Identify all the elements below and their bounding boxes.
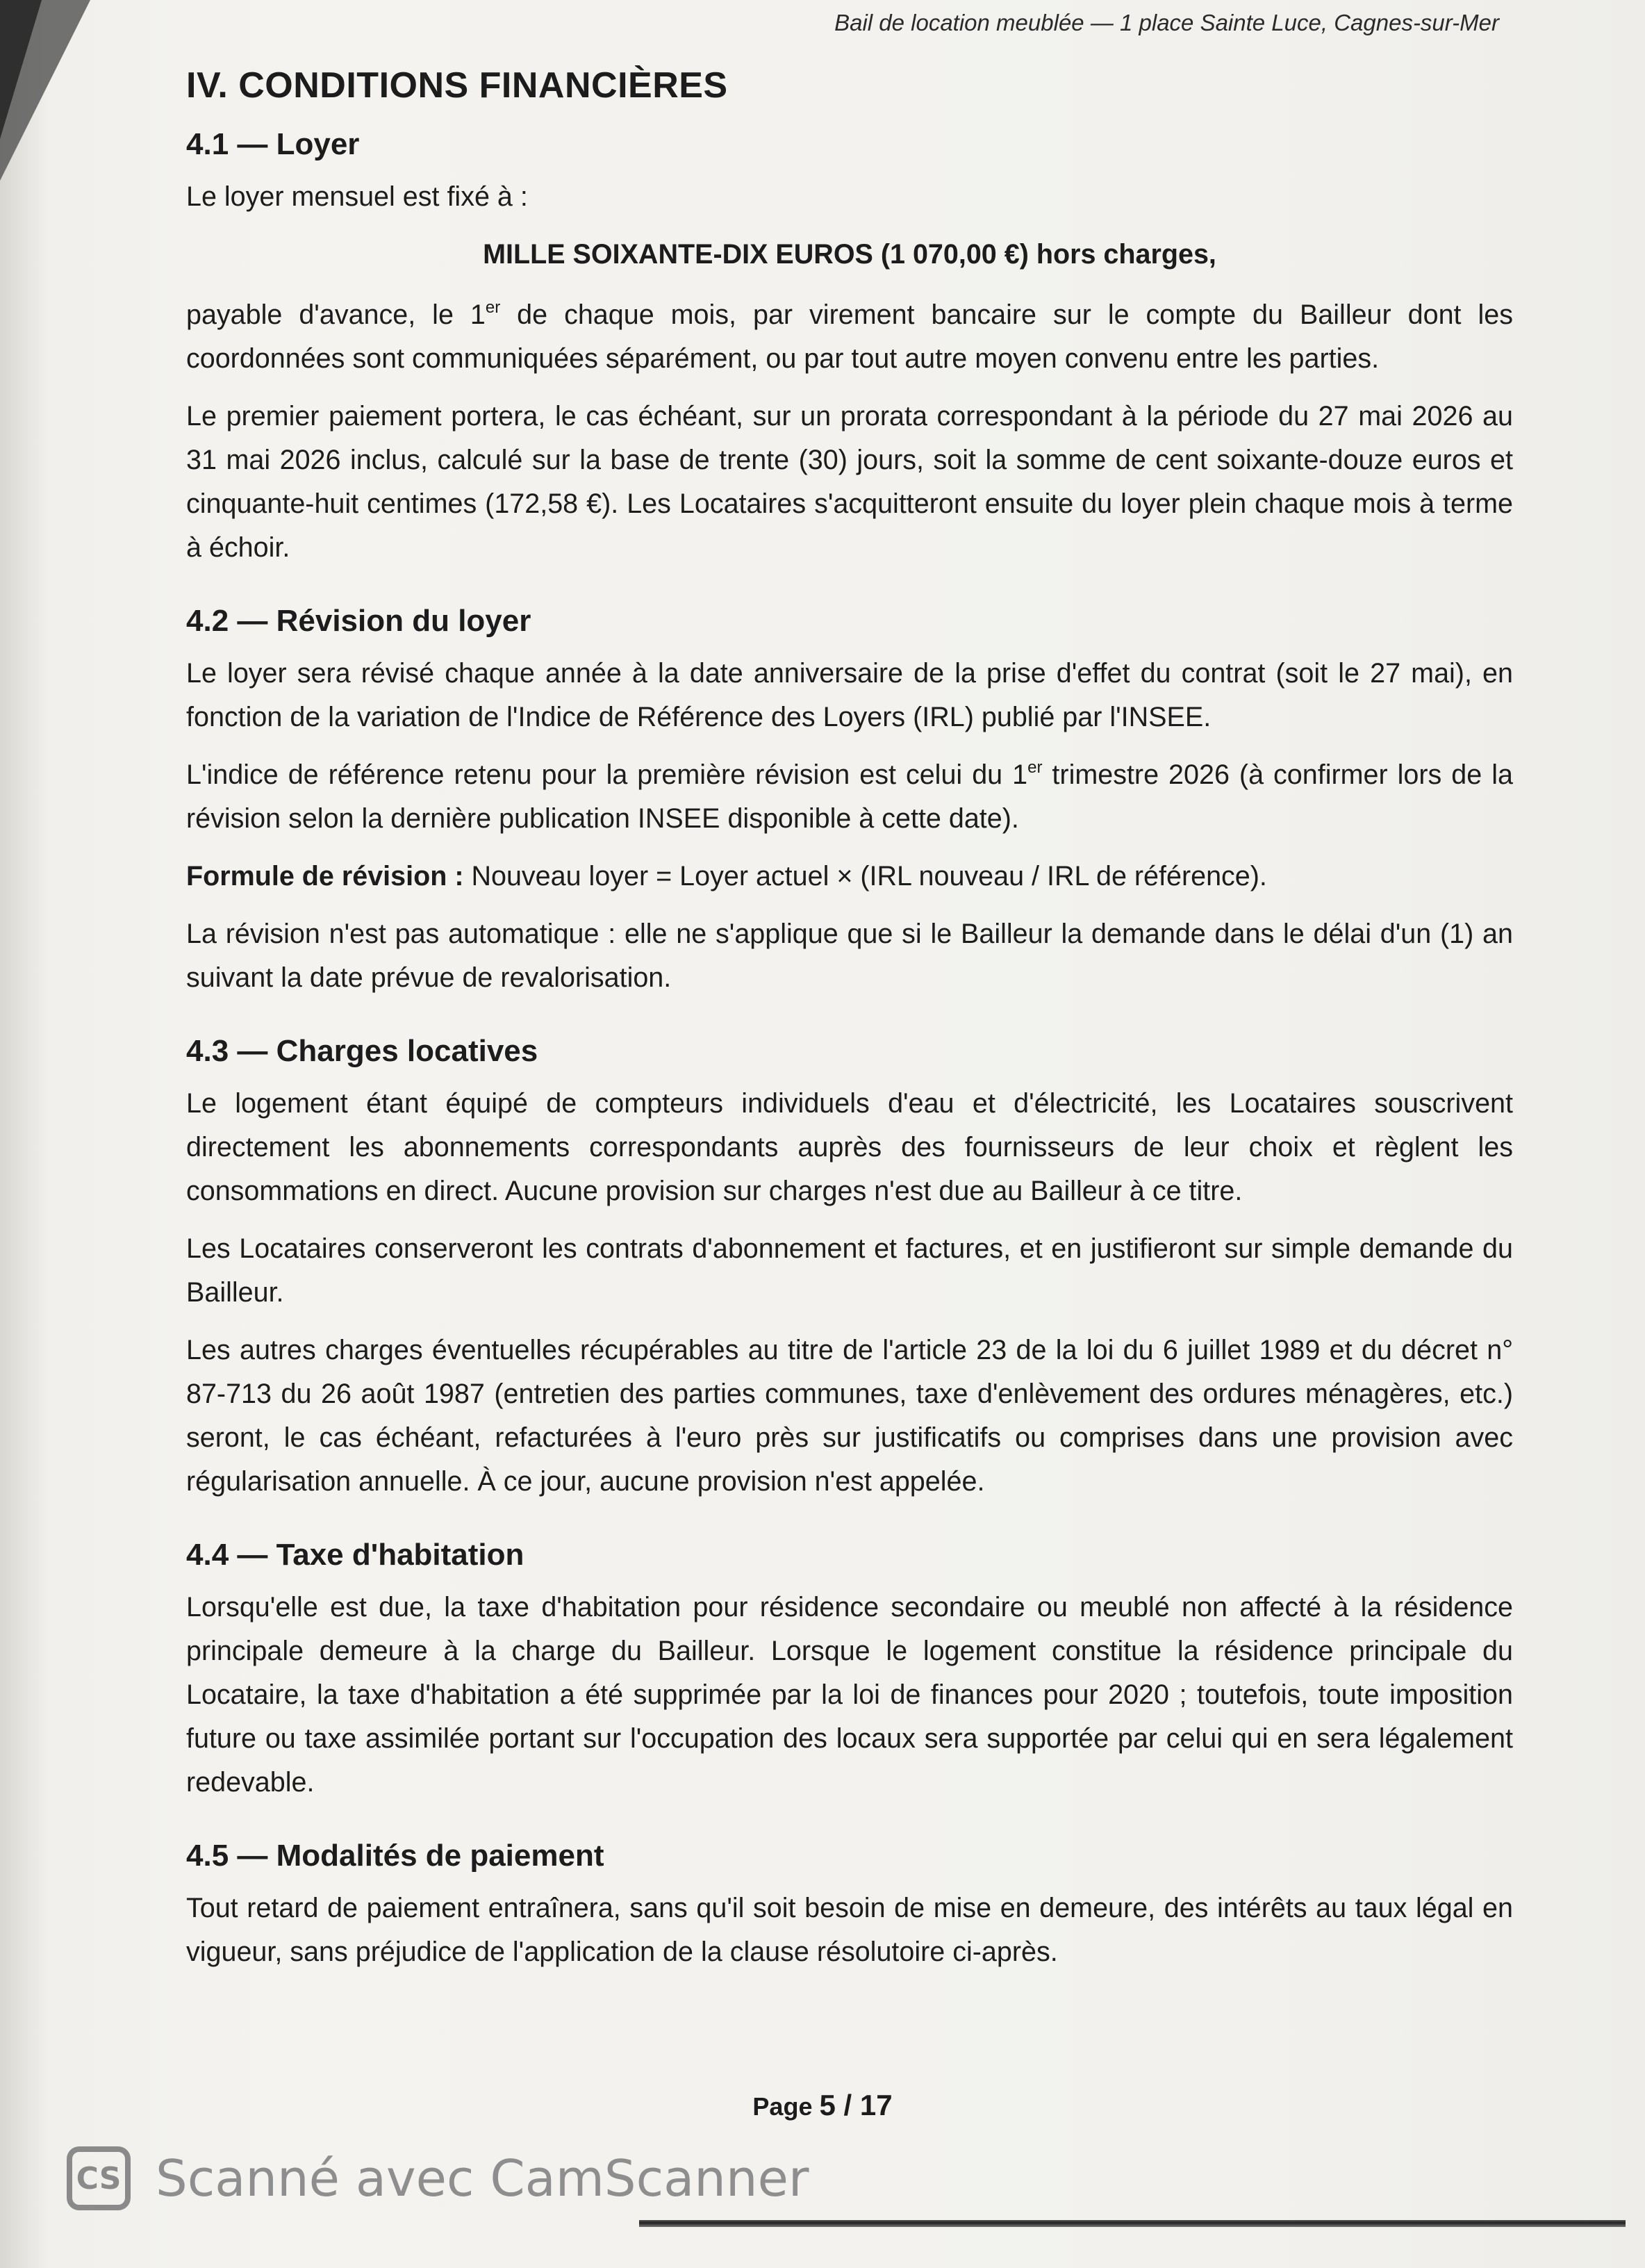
camscanner-watermark [67, 2144, 809, 2213]
heading-4-4: 4.4 — Taxe d'habitation [186, 1538, 524, 1572]
rent-payment-paragraph: payable d'avance, le 1er de chaque mois, par virement bancaire sur le compte du Bailleur dont les coordonnées sont communiquées séparément, ou par tout autre moyen convenu entre les parties. [186, 297, 1514, 374]
revision-paragraph: Le loyer sera révisé chaque année à la date anniversaire de la prise d'effet du contrat (soit le 27 mai), en fonction de la variation de l'Indice de Référence des Loyers (IRL) publié par l'INSEE. [186, 658, 1513, 732]
page-number: Page 5 / 17 [752, 2089, 893, 2121]
heading-4-1: 4.1 — Loyer [186, 127, 360, 161]
formula-label: Formule de révision : [186, 861, 464, 891]
payment-terms-paragraph: Tout retard de paiement entraînera, sans qu'il soit besoin de mise en demeure, des intérêts au taux légal en vigueur, sans préjudice de l'application de la clause résolutoire ci-après. [186, 1893, 1513, 1967]
charges-paragraph-3: Les autres charges éventuelles récupérables au titre de l'article 23 de la loi du 6 juillet 1989 et du décret n° 87-713 du 26 août 1987 (entretien des parties communes, taxe d'enlèvement des ordures ménagères, etc.) seront, le cas échéant, refacturées à l'euro près sur justificatifs ou comprises dans une provision avec régularisation annuelle. À ce jour, aucune provision n'est appelée. [186, 1335, 1513, 1497]
rent-amount: MILLE SOIXANTE-DIX EUROS (1 070,00 €) hors charges, [483, 239, 1216, 270]
prorata-paragraph: Le premier paiement portera, le cas échéant, sur un prorata correspondant à la période du 27 mai 2026 au 31 mai 2026 inclus, calculé sur la base de trente (30) jours, soit la somme de cent soixante-douze euros et cinquante-huit centimes (172,58 €). Les Locataires s'acquitteront ensuite du loyer plein chaque mois à terme à échoir. [186, 401, 1513, 563]
revision-not-automatic: La révision n'est pas automatique : elle ne s'applique que si le Bailleur la demande dans le délai d'un (1) an suivant la date prévue de revalorisation. [186, 919, 1513, 993]
heading-4-2: 4.2 — Révision du loyer [186, 604, 531, 638]
heading-4-5: 4.5 — Modalités de paiement [186, 1839, 604, 1873]
tax-paragraph: Lorsqu'elle est due, la taxe d'habitation pour résidence secondaire ou meublé non affecté à la résidence principale demeure à la charge du Bailleur. Lorsque le logement constitue la résidence principale du Locataire, la taxe d'habitation a été supprimée par la loi de finances pour 2020 ; toutefois, toute imposition future ou taxe assimilée portant sur l'occupation des locaux sera supportée par celui qui en sera légalement redevable. [186, 1592, 1513, 1798]
section-title: IV. CONDITIONS FINANCIÈRES [186, 65, 728, 106]
document-body [186, 61, 1513, 1988]
charges-paragraph-2: Les Locataires conserveront les contrats d'abonnement et factures, et en justifieront sur simple demande du Bailleur. [186, 1233, 1513, 1308]
page-bottom-edge [639, 2220, 1626, 2227]
reference-index-paragraph: L'indice de référence retenu pour la première révision est celui du 1er trimestre 2026 (à confirmer lors de la révision selon la dernière publication INSEE disponible à cette date). [186, 757, 1513, 834]
watermark-text: Scanné avec CamScanner [156, 2149, 809, 2208]
rent-intro: Le loyer mensuel est fixé à : [186, 181, 528, 212]
revision-formula: Formule de révision : Nouveau loyer = Loyer actuel × (IRL nouveau / IRL de référence). [186, 861, 1267, 891]
heading-4-3: 4.3 — Charges locatives [186, 1034, 538, 1068]
charges-paragraph-1: Le logement étant équipé de compteurs individuels d'eau et d'électricité, les Locataires souscrivent directement les abonnements correspondants auprès des fournisseurs de leur choix et règlent les consommations en direct. Aucune provision sur charges n'est due au Bailleur à ce titre. [186, 1088, 1513, 1206]
running-header: Bail de location meublée — 1 place Sainte Luce, Cagnes-sur-Mer [834, 10, 1499, 35]
camscanner-logo-icon: CS [67, 2146, 131, 2210]
page-corner [0, 0, 42, 139]
